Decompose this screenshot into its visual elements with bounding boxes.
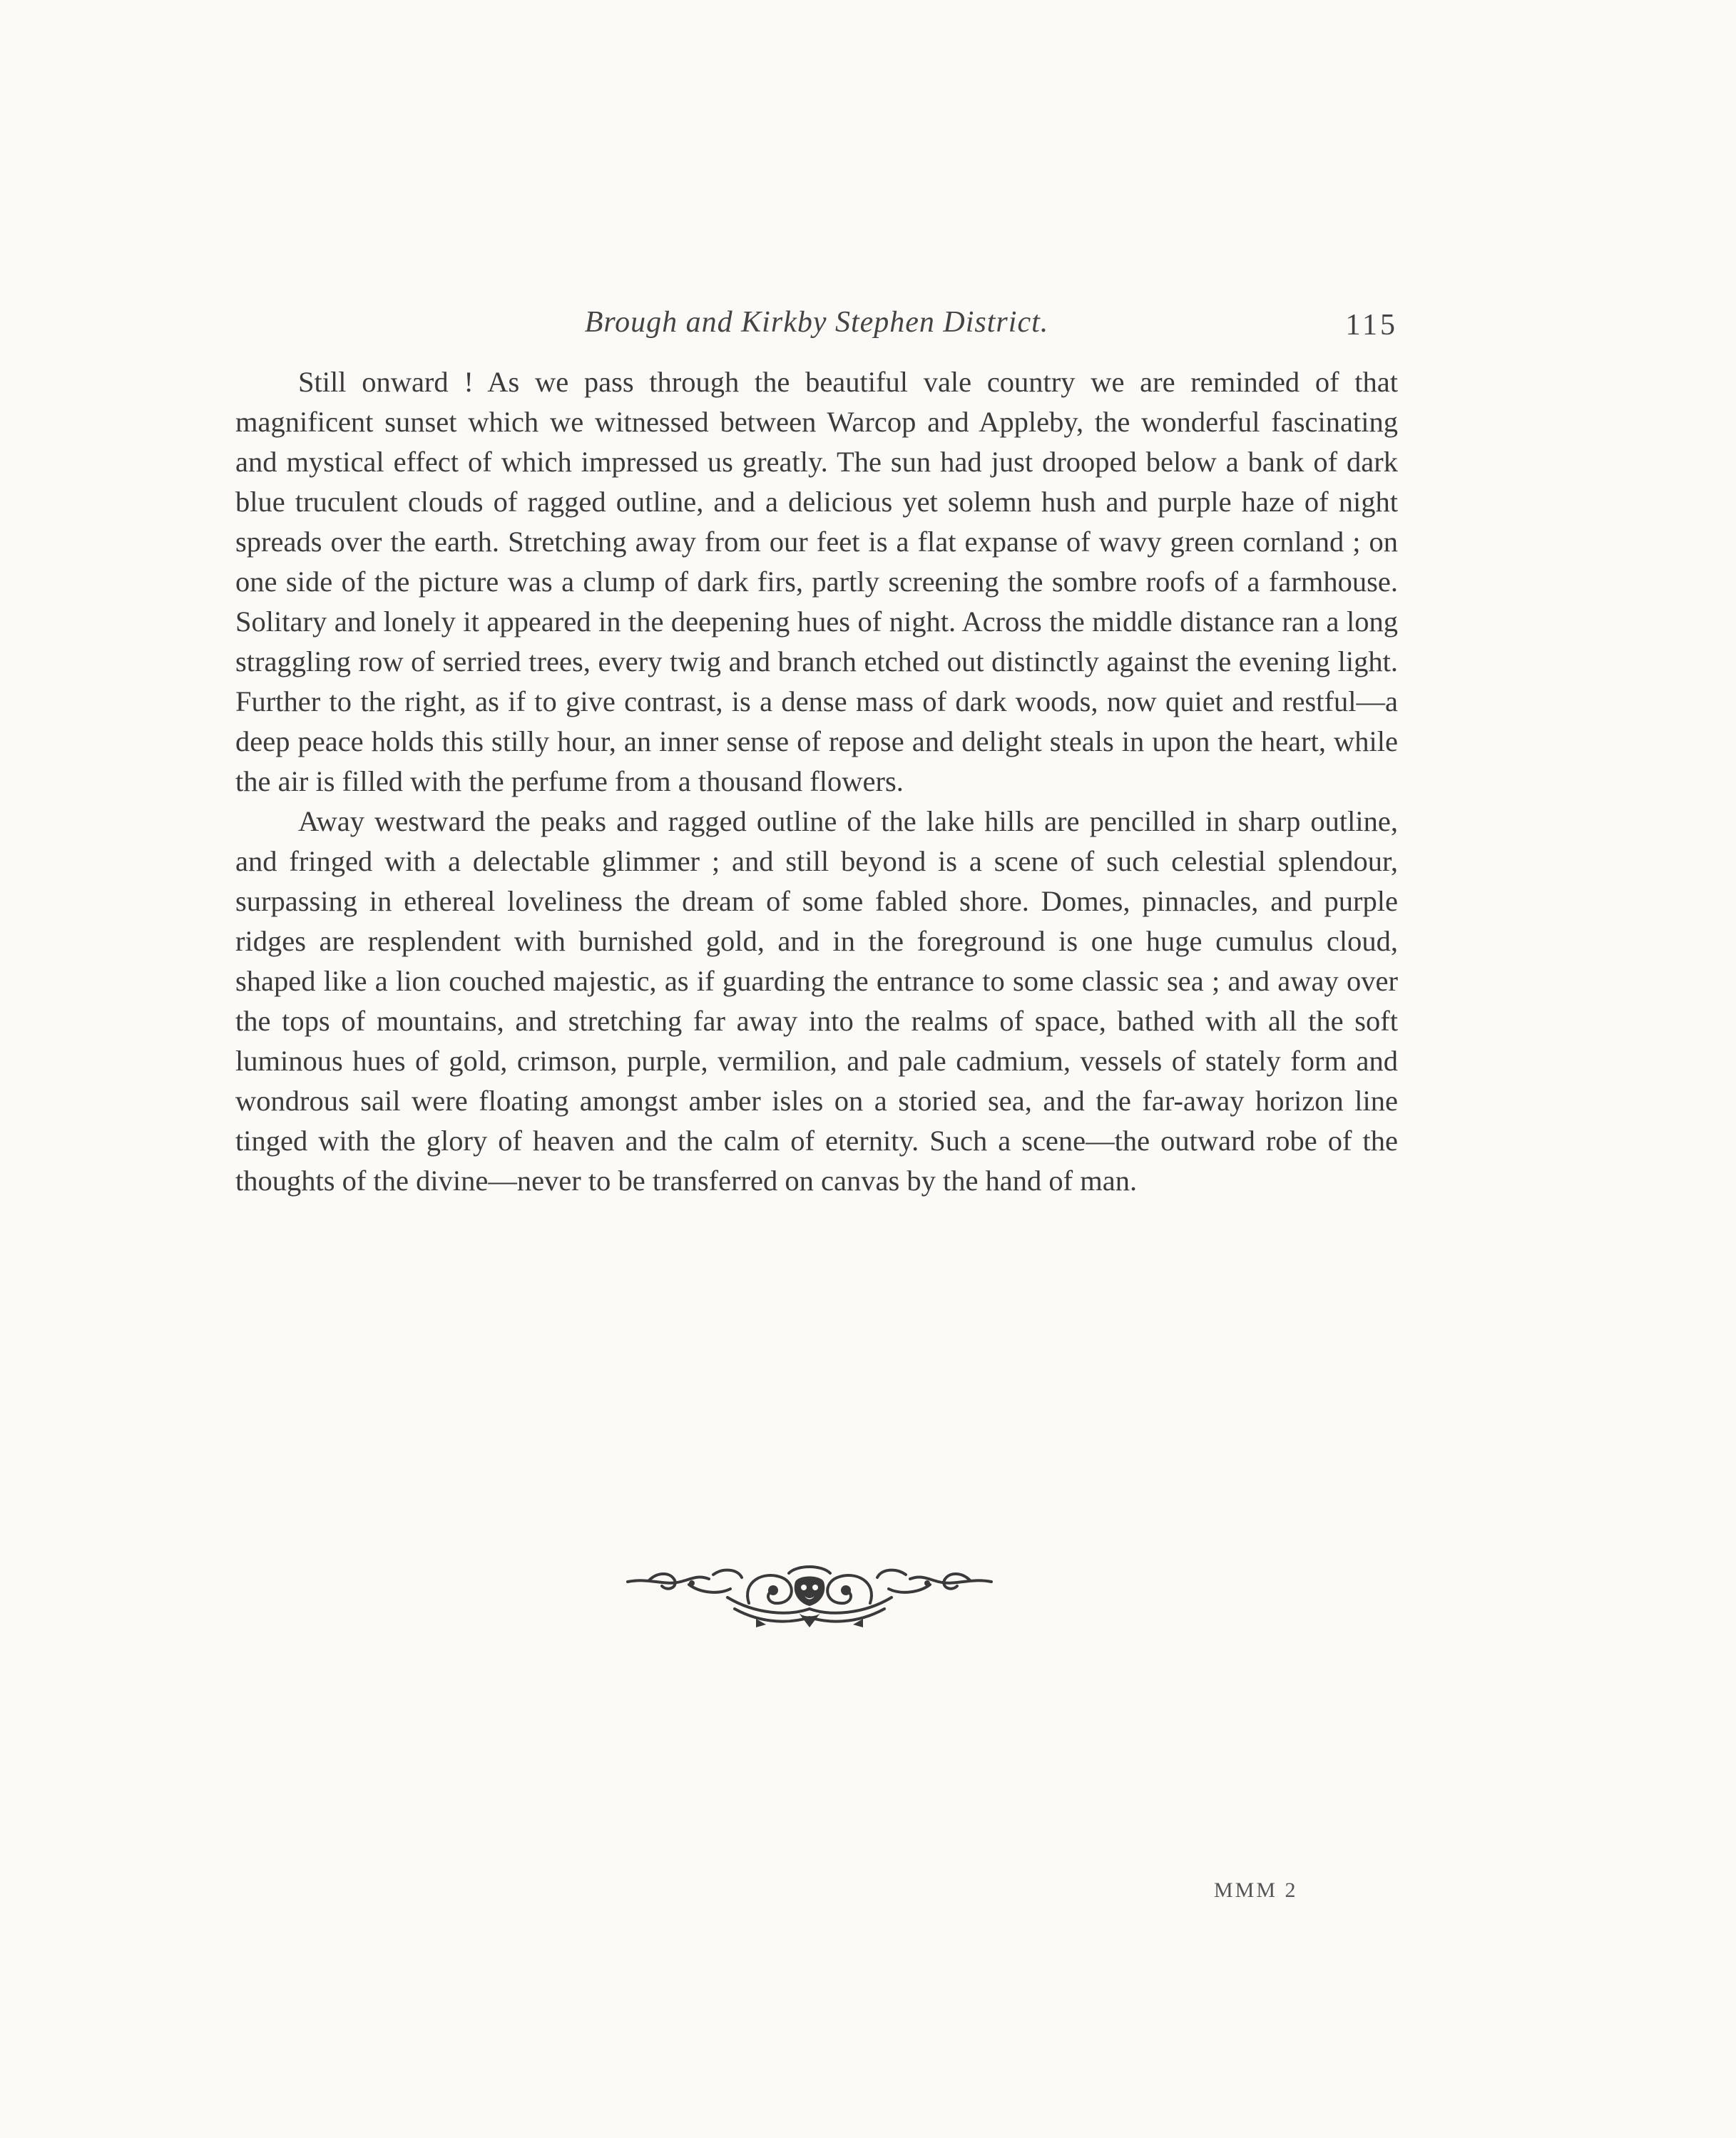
running-title: Brough and Kirkby Stephen District. <box>584 306 1049 339</box>
printer-signature-mark: MMM 2 <box>1214 1878 1298 1902</box>
page-number: 115 <box>1345 309 1398 342</box>
running-head <box>235 305 1398 348</box>
paragraph-1: Still onward ! As we pass through the beautiful vale country we are reminded of that magnificent sunset which we witnessed between Warcop and Appleby, the wonderful fascinating and mystical effect of which impressed us greatly. The sun had just drooped below a bank of dark blue truculent clouds of ragged outline, and a delicious yet solemn hush and purple haze of night spreads over the earth. Stretching away from our feet is a flat expanse of wavy green cornland ; on one side of the picture was a clump of dark firs, partly screening the sombre roofs of a farmhouse. Solitary and lonely it appeared in the deepening hues of night. Across the middle distance ran a long straggling row of serried trees, every twig and branch etched out distinctly against the evening light. Further to the right, as if to give contrast, is a dense mass of dark woods, now quiet and restful—a deep peace holds this stilly hour, an inner sense of repose and delight steals in upon the heart, while the air is filled with the perfume from a thousand flowers. <box>235 366 1398 797</box>
paragraph-2: Away westward the peaks and ragged outline of the lake hills are pencilled in sharp outline, and fringed with a delectable glimmer ; and still beyond is a scene of such celestial splendour, surpassing in ethereal loveliness the dream of some fabled shore. Domes, pinnacles, and purple ridges are resplendent with burnished gold, and in the foreground is one huge cumulus cloud, shaped like a lion couched majestic, as if guarding the entrance to some classic sea ; and away over the tops of mountains, and stretching far away into the realms of space, bathed with all the soft luminous hues of gold, crimson, purple, vermilion, and pale cadmium, vessels of stately form and wondrous sail were floating amongst amber isles on a storied sea, and the far-away horizon line tinged with the glory of heaven and the calm of eternity. Such a scene—the outward robe of the thoughts of the divine—never to be transferred on canvas by the hand of man. <box>235 805 1398 1197</box>
decorative-scroll-vignette-icon <box>621 1553 999 1639</box>
body-text <box>235 362 1398 1201</box>
